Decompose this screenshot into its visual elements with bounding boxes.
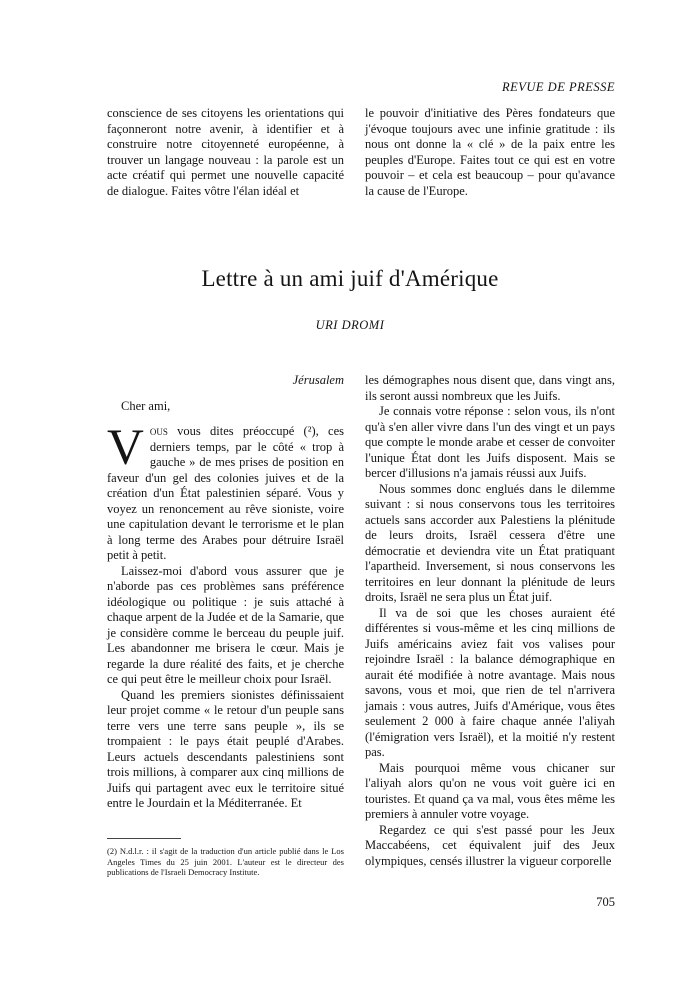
article-right-column xyxy=(365,373,615,869)
previous-article-text-left: conscience de ses citoyens les orientations qui façonneront notre avenir, à identifier et à construire notre citoyenneté européenne, à trouver un langage nouveau : la parole est un acte créatif qui permet une nouvelle capacité de dialogue. Faites vôtre l'élan idéal et xyxy=(107,106,344,198)
article-title: Lettre à un ami juif d'Amérique xyxy=(201,266,499,291)
previous-article-left-column xyxy=(107,106,344,199)
running-head: REVUE DE PRESSE xyxy=(501,80,615,94)
dateline: Jérusalem xyxy=(292,373,344,387)
paragraph: Quand les premiers sionistes définissaient leur projet comme « le retour d'un peuple sans terre vers une terre sans peuple », ils se trompaient : le pays était peuplé d'Arabes. Leurs actuels descendants palestiniens sont trois millions, à comparer aux cinq millions de Juifs qui partagent avec eux le territoire situé entre le Jourdain et la Méditerranée. Et xyxy=(107,687,344,810)
paragraph: Je connais votre réponse : selon vous, ils n'ont qu'à s'en aller vivre dans l'un des vingt et un pays que compte le monde arabe et cesser de convoiter l'unique État dont les Juifs disposent. Mais se bercer d'illusions n'a jamais réussi aux Juifs. xyxy=(365,404,615,480)
paragraph: Nous sommes donc englués dans le dilemme suivant : si nous conservons tous les territoires actuels sans accorder aux Palestiens la plénitude de leurs droits, Israël cessera d'être une démocratie et deviendra vite un État pratiquant l'apartheid. Inversement, si nous conservons les territoires en leur donnant la plénitude de leurs droits, Israël ne sera plus un État juif. xyxy=(365,481,615,604)
previous-article-text-right: le pouvoir d'initiative des Pères fondateurs que j'évoque toujours avec une infinie gratitude : ils nous ont donne la « clé » de la paix entre les peuples d'Europe. Faites tout ce qui est en votre pouvoir – et cela est beaucoup – pour qu'avance la cause de l'Europe. xyxy=(365,106,615,198)
drop-cap: V xyxy=(107,420,144,476)
paragraph: Il va de soi que les choses auraient été différentes si vous-même et les cinq millions de Juifs américains aviez fait vos valises pour rejoindre Israël : la balance démographique en aurait été modifiée à notre avantage. Mais nous savons, vous et moi, que rien de tel n'arrivera jamais : vous autres, Juifs d'Amérique, vous êtes seulement 2 000 à faire chaque année l'aliyah (l'émigration vers Israël), et la moitié n'y restent pas. xyxy=(365,605,615,759)
salutation: Cher ami, xyxy=(121,398,171,413)
paragraph: les démographes nous disent que, dans vingt ans, ils seront aussi nombreux que les Juifs. xyxy=(365,373,615,403)
paragraph: Mais pourquoi même vous chicaner sur l'aliyah alors qu'on ne vous voit guère ici en touristes. Et quand ça va mal, vous êtes même les premiers à annuler votre voyage. xyxy=(365,760,615,821)
article-author: URI DROMI xyxy=(315,318,385,332)
opening-smallcaps: ous xyxy=(149,424,168,438)
opening-text: vous dites préoccupé (²), ces derniers temps, par le côté « trop à gauche » de mes prises de position en faveur d'un gel des colonies juives et de la création d'un État palestinien séparé. Vous y voyez un renoncement au rêve sioniste, voire une capitulation devant le terrorisme et le plan à long terme des Arabes pour détruire Israël petit à petit. xyxy=(107,424,344,562)
page-number: 705 xyxy=(596,895,615,909)
opening-paragraph xyxy=(107,420,344,564)
article-left-column xyxy=(107,373,344,812)
footnote: (2) N.d.l.r. : il s'agit de la traduction d'un article publié dans le Los Angeles Times du 25 juin 2001. L'auteur est le directeur des publications de l'Israeli Democracy Institute. xyxy=(107,846,344,877)
previous-article-right-column xyxy=(365,106,615,199)
paragraph: Regardez ce qui s'est passé pour les Jeux Maccabéens, cet équivalent juif des Jeux olympiques, censés illustrer la vigueur corporelle xyxy=(365,822,615,868)
paragraph: Laissez-moi d'abord vous assurer que je n'aborde pas ces problèmes sans préférence idéologique ou politique : je suis attaché à chaque arpent de la Judée et de la Samarie, que je considère comme le berceau du peuple juif. Les abandonner me brisera le cœur. Mais je regarde la dure réalité des faits, et je cherche ce qui peut être le meilleur choix pour Israël. xyxy=(107,563,344,686)
footnote-rule xyxy=(107,838,181,839)
